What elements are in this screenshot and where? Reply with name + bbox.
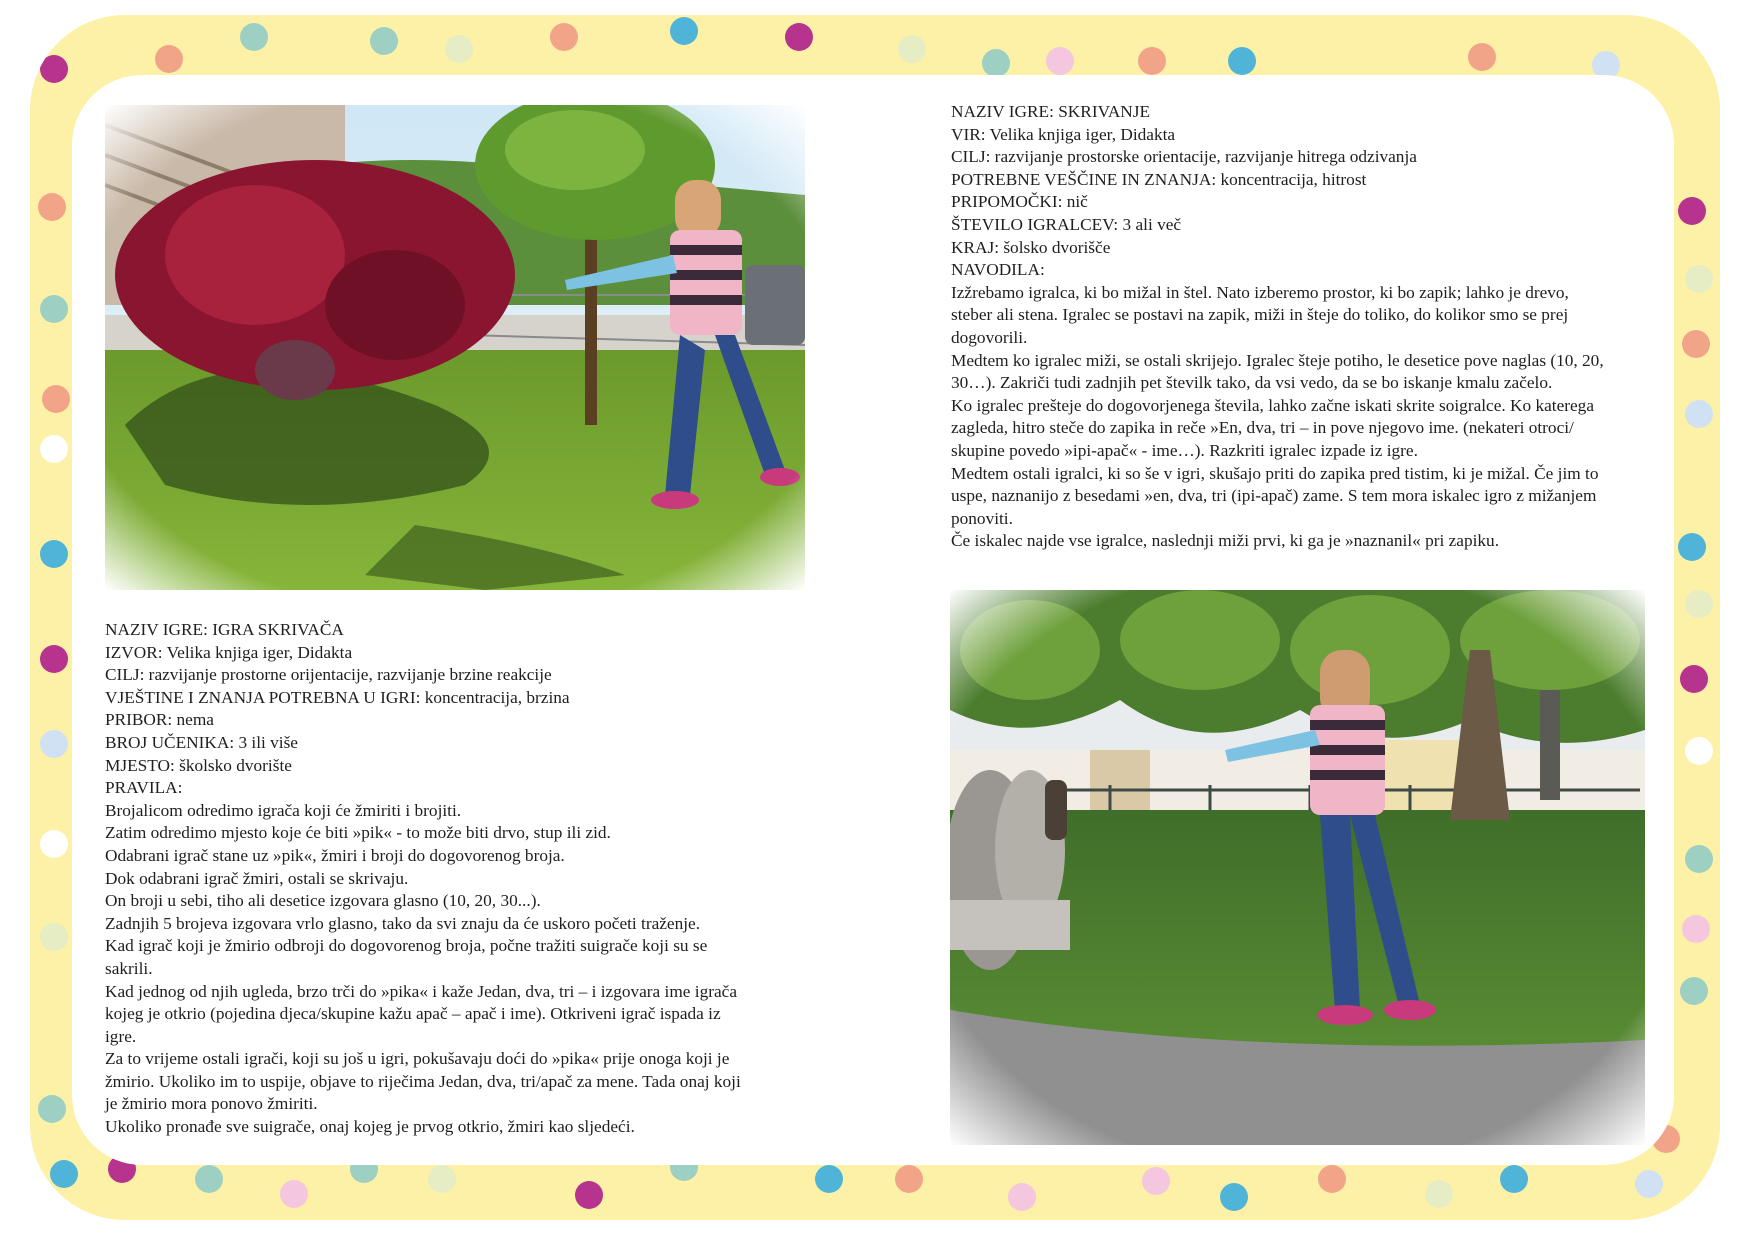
- left-game-description: [105, 619, 741, 1139]
- polka-dot: [1635, 1170, 1663, 1198]
- polka-dot: [1678, 533, 1706, 561]
- left-text-line: PRAVILA:: [105, 778, 183, 798]
- polka-dot: [895, 1165, 923, 1193]
- left-text-line: sakrili.: [105, 958, 153, 978]
- polka-dot: [1685, 845, 1713, 873]
- right-text-line: ponoviti.: [951, 508, 1013, 528]
- right-text-line: dogovorili.: [951, 327, 1028, 347]
- polka-dot: [370, 27, 398, 55]
- polka-dot: [40, 295, 68, 323]
- polka-dot: [40, 540, 68, 568]
- left-text-line: kojeg je otkrio (pojedina djeca/skupine kažu apač – apač i ime). Otkriveni igrač ispada iz: [105, 1004, 721, 1024]
- polka-dot: [1678, 197, 1706, 225]
- left-text-line: Ukoliko pronađe sve suigrače, onaj kojeg je prvog otkrio, žmiri kao sljedeći.: [105, 1117, 635, 1137]
- polka-dot: [155, 45, 183, 73]
- left-text-line: VJEŠTINE I ZNANJA POTREBNA U IGRI: koncentracija, brzina: [105, 687, 570, 707]
- polka-dot: [42, 385, 70, 413]
- polka-dot: [1685, 590, 1713, 618]
- right-text-line: 30…). Zakriči tudi zadnjih pet številk tako, da vsi vedo, da se bo iskanje kmalu začelo.: [951, 373, 1553, 393]
- polka-dot: [1685, 737, 1713, 765]
- polka-dot: [1682, 915, 1710, 943]
- left-text-line: je žmirio mora ponovo žmiriti.: [105, 1094, 318, 1114]
- right-text-line: NAZIV IGRE: SKRIVANJE: [951, 102, 1151, 121]
- polka-dot: [1500, 1165, 1528, 1193]
- polka-dot: [40, 923, 68, 951]
- polka-dot: [40, 730, 68, 758]
- polka-dot: [38, 193, 66, 221]
- right-text-line: Medtem ostali igralci, ki so še v igri, skušajo priti do zapika pred tistim, ki je mižal. Če jim to: [951, 463, 1599, 483]
- polka-dot: [1138, 47, 1166, 75]
- polka-dot: [550, 23, 578, 51]
- photo-girl-pointing-under-tree: [950, 590, 1645, 1145]
- polka-dot: [670, 17, 698, 45]
- right-text-line: NAVODILA:: [951, 260, 1045, 280]
- photo-girl-counting-garden: [105, 105, 805, 590]
- left-text-line: MJESTO: školsko dvorište: [105, 755, 292, 775]
- polka-dot: [982, 49, 1010, 77]
- left-text-line: BROJ UČENIKA: 3 ili više: [105, 732, 298, 752]
- polka-dot: [575, 1181, 603, 1209]
- right-text-line: Izžrebamo igralca, ki bo mižal in štel. Nato izberemo prostor, ki bo zapik; lahko je drevo,: [951, 282, 1569, 302]
- polka-dot: [785, 23, 813, 51]
- polka-dot: [40, 645, 68, 673]
- polka-dot: [1685, 265, 1713, 293]
- polka-dot: [898, 35, 926, 63]
- left-text-line: PRIBOR: nema: [105, 710, 214, 730]
- left-text-line: Za to vrijeme ostali igrači, koji su još u igri, pokušavaju doći do »pika« prije onoga koji je: [105, 1049, 730, 1069]
- right-text-line: KRAJ: šolsko dvorišče: [951, 237, 1111, 257]
- polka-dot: [1318, 1165, 1346, 1193]
- polka-dot: [38, 1095, 66, 1123]
- left-text-line: Kad igrač koji je žmirio odbroji do dogovorenog broja, počne tražiti suigrače koji su se: [105, 936, 708, 956]
- polka-dot: [195, 1165, 223, 1193]
- left-text-line: Brojalicom odredimo igrača koji će žmiriti i brojiti.: [105, 800, 462, 820]
- polka-dot: [1046, 47, 1074, 75]
- left-text-line: Kad jednog od njih ugleda, brzo trči do »pika« i kaže Jedan, dva, tri – i izgovara ime igrača: [105, 981, 737, 1001]
- right-text-line: uspe, naznanijo z besedami »en, dva, tri (ipi-apač) zame. S tem mora iskalec igro z mižanjem: [951, 486, 1597, 506]
- right-game-description: [951, 101, 1604, 553]
- polka-dot: [1142, 1167, 1170, 1195]
- polka-dot: [1220, 1183, 1248, 1211]
- right-text-line: ŠTEVILO IGRALCEV: 3 ali več: [951, 214, 1182, 234]
- polka-dot: [1228, 47, 1256, 75]
- right-text-line: Medtem ko igralec miži, se ostali skrijejo. Igralec šteje potiho, le desetice pove naglas (10, 20,: [951, 350, 1604, 370]
- polka-dot: [428, 1165, 456, 1193]
- left-text-line: On broji u sebi, tiho ali desetice izgovara glasno (10, 20, 30...).: [105, 891, 541, 911]
- left-text-line: NAZIV IGRE: IGRA SKRIVAČA: [105, 620, 344, 639]
- right-text-line: PRIPOMOČKI: nič: [951, 192, 1088, 212]
- left-text-line: IZVOR: Velika knjiga iger, Didakta: [105, 642, 353, 662]
- polka-dot: [40, 830, 68, 858]
- polka-dot: [240, 23, 268, 51]
- right-text-line: CILJ: razvijanje prostorske orientacije, razvijanje hitrega odzivanja: [951, 147, 1417, 167]
- left-text-line: Dok odabrani igrač žmiri, ostali se skrivaju.: [105, 868, 409, 888]
- polka-dot: [1682, 330, 1710, 358]
- left-text-line: Odabrani igrač stane uz »pik«, žmiri i broji do dogovorenog broja.: [105, 845, 565, 865]
- polka-dot: [1685, 400, 1713, 428]
- polka-dot: [1680, 665, 1708, 693]
- polka-dot: [280, 1180, 308, 1208]
- right-text-line: steber ali stena. Igralec se postavi na zapik, miži in šteje do toliko, do kolikor smo se prej: [951, 305, 1569, 325]
- right-text-line: POTREBNE VEŠČINE IN ZNANJA: koncentracija, hitrost: [951, 169, 1367, 189]
- right-text-line: zagleda, hitro steče do zapika in reče »En, dva, tri – in pove njegovo ime. (nekateri otroci/: [951, 418, 1574, 438]
- right-text-line: Če iskalec najde vse igralce, naslednji miži prvi, ki ga je »naznanil« pri zapiku.: [951, 531, 1500, 551]
- polka-dot: [445, 35, 473, 63]
- right-text-line: VIR: Velika knjiga iger, Didakta: [951, 124, 1176, 144]
- right-text-line: Ko igralec prešteje do dogovorjenega števila, lahko začne iskati skrite soigralce. Ko katerega: [951, 395, 1594, 415]
- left-text-line: CILJ: razvijanje prostorne orijentacije, razvijanje brzine reakcije: [105, 665, 552, 685]
- polka-dot: [50, 1160, 78, 1188]
- right-text-line: skupine povedo »ipi-apač« - ime…). Razkriti igralec izpade iz igre.: [951, 440, 1418, 460]
- left-text-line: žmirio. Ukoliko im to uspije, objave to riječima Jedan, dva, tri/apač za mene. Tada onaj koji: [105, 1071, 741, 1091]
- polka-dot: [40, 55, 68, 83]
- polka-dot: [1468, 43, 1496, 71]
- polka-dot: [1008, 1183, 1036, 1211]
- polka-dot: [1425, 1180, 1453, 1208]
- polka-dot: [1680, 977, 1708, 1005]
- left-text-line: igre.: [105, 1026, 137, 1046]
- polka-dot: [40, 435, 68, 463]
- left-text-line: Zatim odredimo mjesto koje će biti »pik« - to može biti drvo, stup ili zid.: [105, 823, 611, 843]
- polka-dot: [815, 1165, 843, 1193]
- left-text-line: Zadnjih 5 brojeva izgovara vrlo glasno, tako da svi znaju da će uskoro početi traženje.: [105, 913, 701, 933]
